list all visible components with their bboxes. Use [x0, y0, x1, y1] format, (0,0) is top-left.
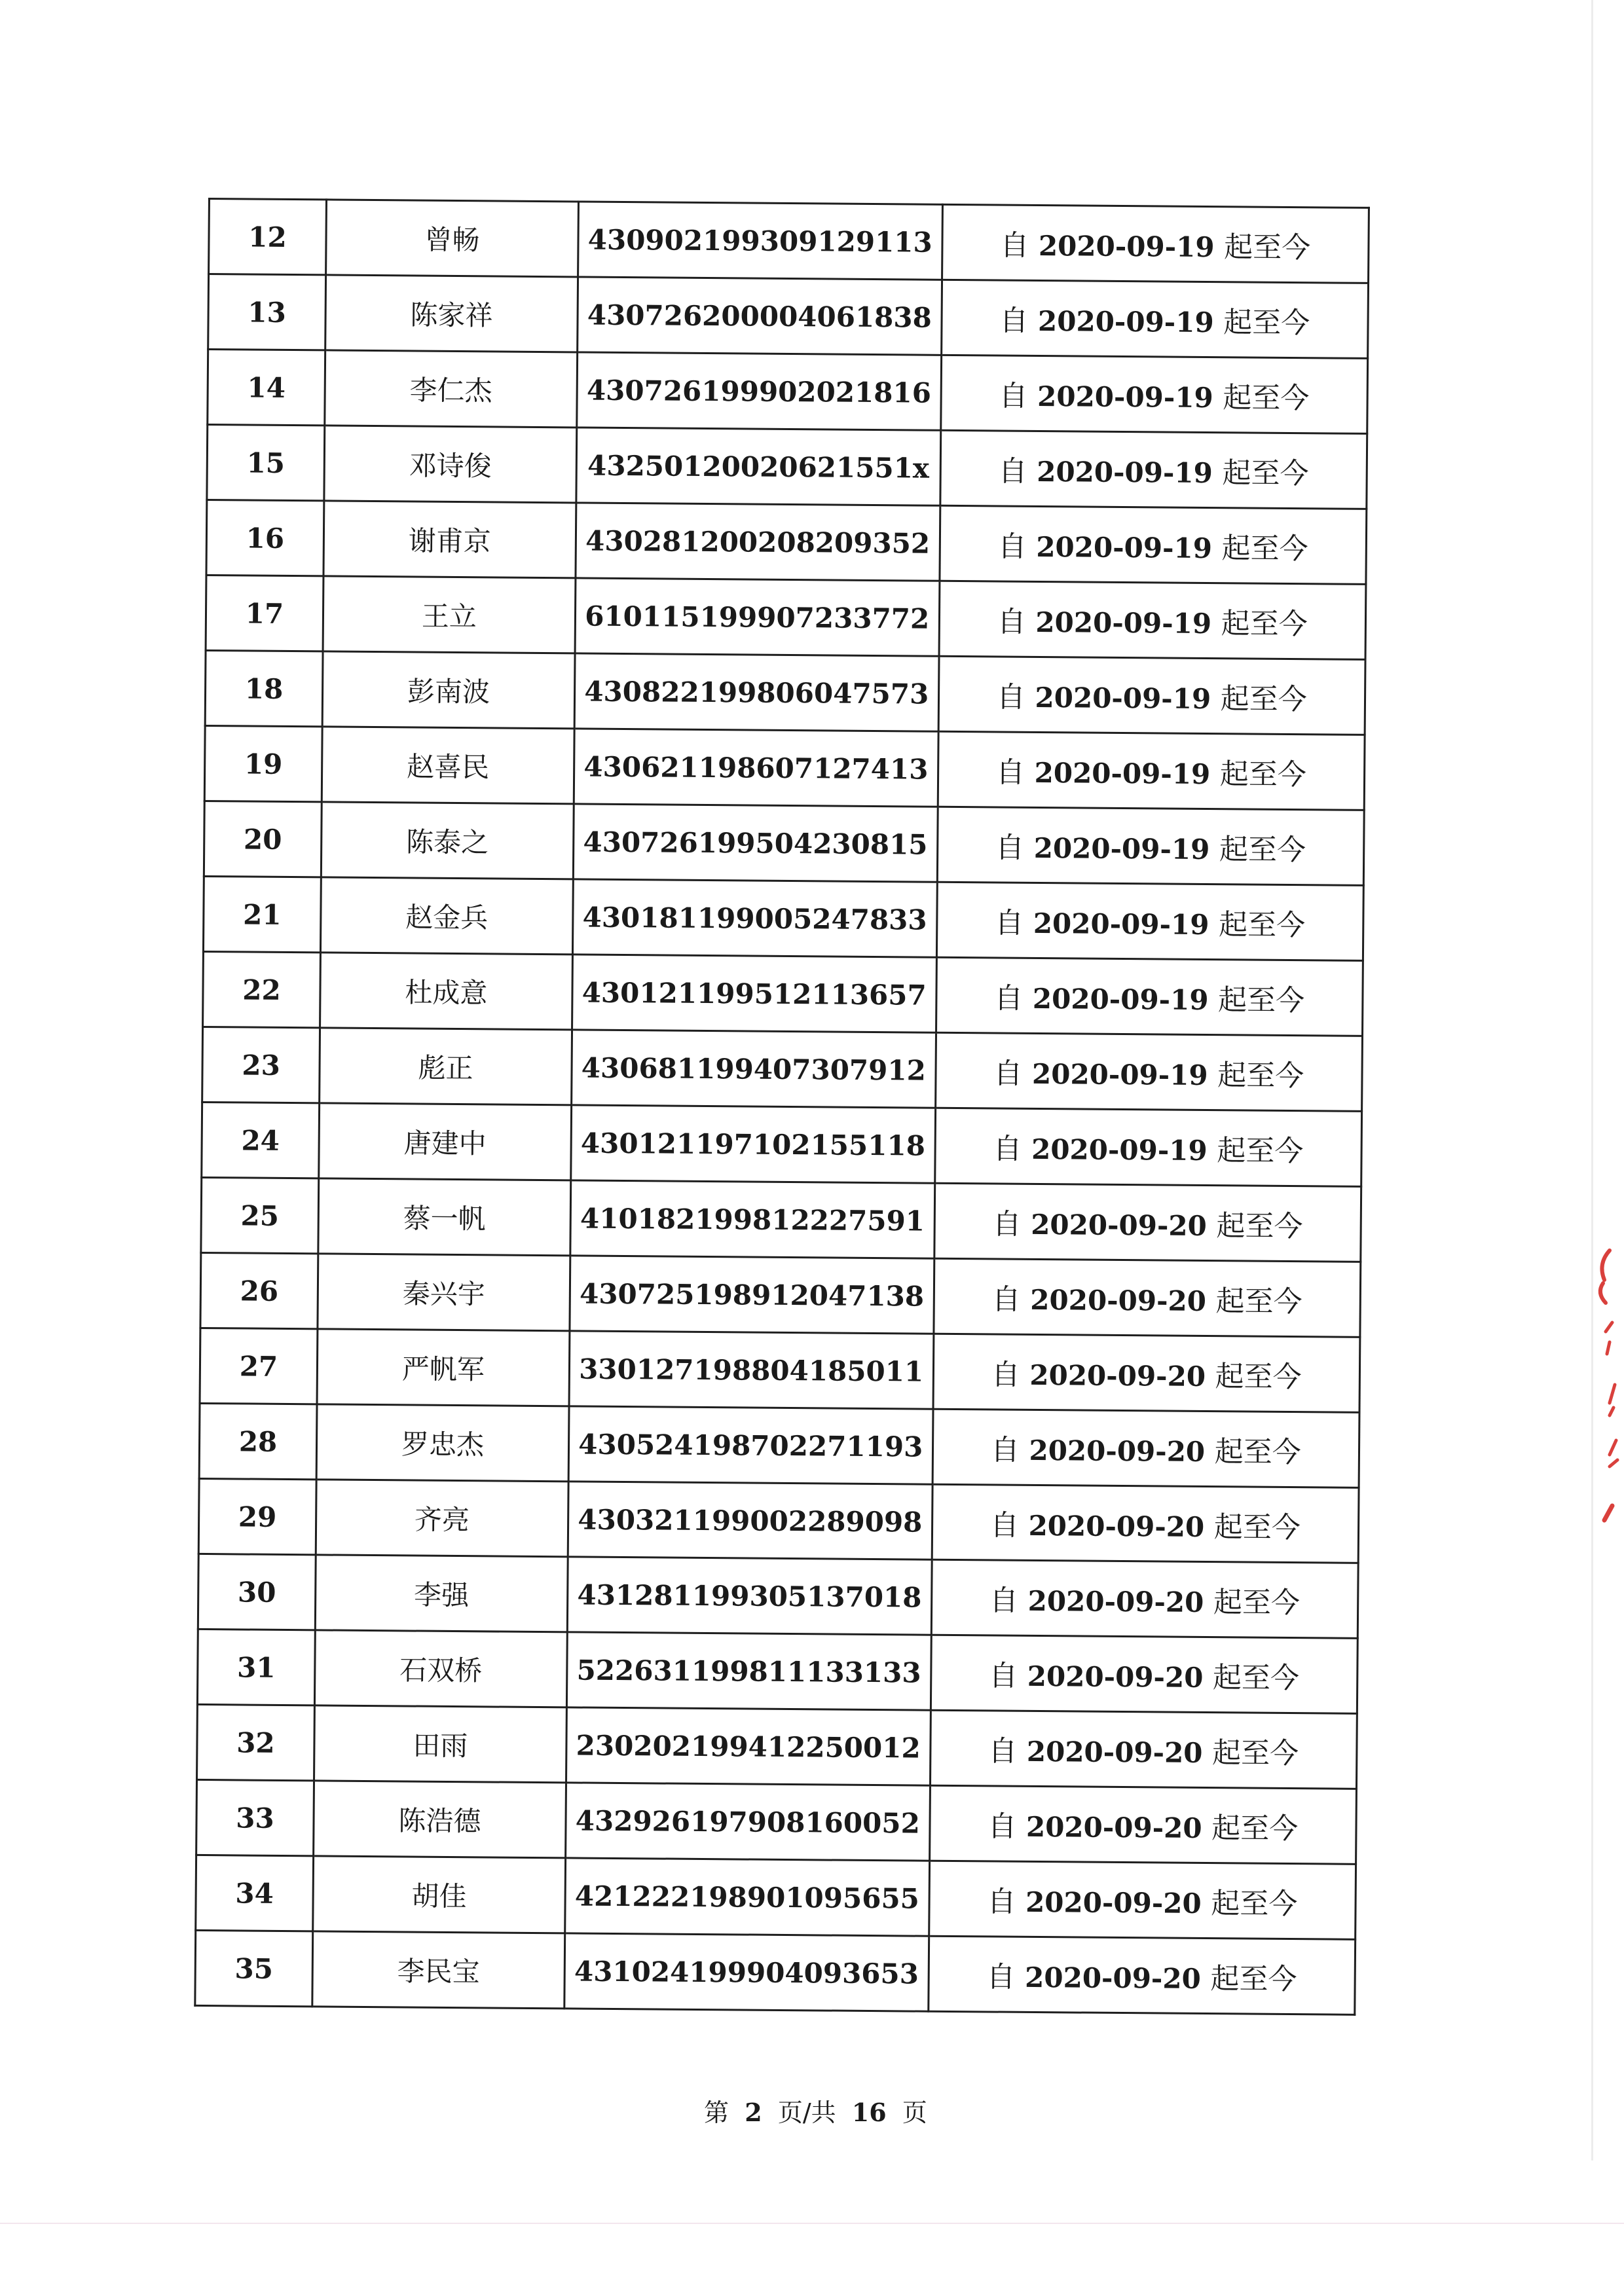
row-id-number: 430725198912047138 [570, 1256, 934, 1334]
period-start-date: 2020-09-20 [1028, 1509, 1205, 1544]
row-number: 33 [196, 1779, 314, 1855]
row-number: 28 [199, 1403, 317, 1479]
period-suffix: 起至今 [1217, 983, 1305, 1018]
row-name: 田雨 [314, 1705, 566, 1783]
row-number: 34 [196, 1855, 314, 1931]
row-name: 邓诗俊 [324, 426, 577, 503]
period-start-date: 2020-09-19 [1035, 681, 1211, 716]
row-number: 14 [208, 350, 325, 426]
row-number: 17 [206, 575, 323, 651]
row-period [928, 1936, 1355, 2014]
period-start-date: 2020-09-20 [1029, 1434, 1206, 1468]
table-row [208, 350, 1368, 434]
row-id-number: 43250120020621551x [576, 428, 941, 505]
row-id-number: 432926197908160052 [565, 1783, 930, 1861]
table-row [195, 1930, 1356, 2014]
period-suffix: 起至今 [1222, 456, 1309, 491]
period-suffix: 起至今 [1217, 1059, 1304, 1093]
row-period [931, 1635, 1357, 1713]
row-number: 23 [202, 1027, 320, 1102]
period-prefix: 自 [990, 1433, 1020, 1467]
table-row [201, 1177, 1361, 1262]
row-period [936, 882, 1363, 960]
period-prefix: 自 [995, 831, 1025, 865]
row-period [932, 1409, 1359, 1487]
row-period [933, 1334, 1360, 1412]
table-row [198, 1478, 1359, 1563]
row-name: 赵金兵 [320, 877, 573, 955]
row-id-number: 430681199407307912 [571, 1030, 936, 1108]
period-prefix: 自 [987, 1810, 1017, 1844]
row-period [938, 656, 1365, 735]
row-number: 22 [203, 951, 321, 1027]
period-start-date: 2020-09-19 [1038, 229, 1215, 264]
row-id-number: 522631199811133133 [566, 1632, 931, 1710]
footer-mid: 页/共 [777, 2098, 836, 2127]
period-suffix: 起至今 [1213, 1586, 1301, 1620]
period-suffix: 起至今 [1210, 1962, 1297, 1997]
row-id-number: 610115199907233772 [575, 578, 940, 656]
period-start-date: 2020-09-20 [1024, 1961, 1201, 1995]
period-prefix: 自 [993, 1132, 1022, 1166]
period-start-date: 2020-09-19 [1033, 907, 1209, 941]
row-number: 15 [207, 425, 325, 501]
row-number: 18 [205, 650, 323, 726]
period-prefix: 自 [987, 1885, 1016, 1919]
period-prefix: 自 [991, 1283, 1021, 1317]
table-row [200, 1328, 1360, 1412]
period-suffix: 起至今 [1211, 1887, 1298, 1922]
period-prefix: 自 [993, 1057, 1023, 1091]
row-id-number: 430121199512113657 [572, 955, 936, 1032]
period-suffix: 起至今 [1221, 607, 1308, 642]
period-start-date: 2020-09-19 [1031, 1133, 1208, 1167]
table-row [196, 1855, 1356, 1939]
period-suffix: 起至今 [1220, 682, 1307, 717]
row-period [929, 1861, 1356, 1939]
row-id-number: 430726199504230815 [573, 804, 938, 882]
row-id-number: 430524198702271193 [568, 1406, 933, 1484]
row-name: 齐亮 [316, 1480, 568, 1557]
period-prefix: 自 [999, 304, 1029, 338]
period-start-date: 2020-09-20 [1030, 1283, 1207, 1318]
row-name: 杜成意 [320, 953, 572, 1030]
period-start-date: 2020-09-20 [1027, 1584, 1204, 1619]
red-seal-fragment [1583, 1244, 1623, 1525]
row-id-number: 430121197102155118 [571, 1105, 936, 1183]
period-prefix: 自 [999, 379, 1028, 413]
row-period [929, 1785, 1356, 1864]
row-name: 曾畅 [326, 200, 579, 277]
row-period [934, 1183, 1361, 1262]
period-start-date: 2020-09-20 [1025, 1810, 1202, 1844]
row-name: 胡佳 [313, 1856, 566, 1933]
row-name: 蔡一帆 [318, 1178, 571, 1256]
table-row [207, 425, 1367, 509]
row-name: 李强 [315, 1555, 568, 1632]
period-prefix: 自 [997, 530, 1027, 564]
period-prefix: 自 [995, 756, 1025, 790]
row-period [930, 1710, 1357, 1789]
row-id-number: 430621198607127413 [574, 729, 938, 807]
table-row [209, 199, 1369, 283]
row-name: 秦兴宇 [318, 1254, 570, 1331]
period-suffix: 起至今 [1223, 381, 1310, 416]
row-period [938, 731, 1365, 810]
row-number: 26 [200, 1252, 318, 1328]
row-id-number: 431024199904093653 [564, 1933, 929, 2011]
period-prefix: 自 [997, 605, 1026, 639]
row-name: 王立 [323, 576, 576, 653]
row-id-number: 430726200004061838 [578, 277, 942, 355]
row-period [939, 581, 1366, 659]
row-number: 31 [197, 1629, 315, 1705]
row-period [937, 807, 1364, 885]
period-suffix: 起至今 [1213, 1510, 1301, 1545]
period-suffix: 起至今 [1215, 1285, 1302, 1319]
row-period [940, 355, 1367, 433]
row-id-number: 431281199305137018 [567, 1557, 932, 1635]
period-suffix: 起至今 [1219, 833, 1306, 867]
period-prefix: 自 [989, 1508, 1020, 1542]
period-start-date: 2020-09-19 [1036, 530, 1213, 565]
table-row [198, 1554, 1358, 1638]
period-start-date: 2020-09-19 [1037, 304, 1214, 339]
period-start-date: 2020-09-19 [1031, 1057, 1208, 1092]
row-period [931, 1559, 1358, 1638]
table-row [200, 1252, 1361, 1337]
table-row [204, 801, 1364, 885]
period-prefix: 自 [988, 1734, 1018, 1768]
table-row [197, 1629, 1357, 1713]
row-number: 29 [198, 1478, 316, 1554]
period-suffix: 起至今 [1212, 1661, 1300, 1696]
row-name: 陈家祥 [325, 275, 578, 352]
row-period [940, 430, 1367, 509]
row-name: 陈泰之 [321, 802, 574, 879]
row-number: 35 [195, 1930, 313, 2006]
row-name: 陈浩德 [314, 1781, 566, 1858]
row-name: 罗忠杰 [316, 1404, 569, 1482]
period-prefix: 自 [988, 1659, 1018, 1693]
period-prefix: 自 [992, 1207, 1022, 1241]
row-id-number: 430726199902021816 [577, 352, 942, 430]
period-suffix: 起至今 [1218, 908, 1306, 943]
row-number: 19 [204, 725, 322, 801]
period-start-date: 2020-09-20 [1025, 1886, 1202, 1920]
row-number: 12 [209, 199, 327, 275]
row-id-number: 430321199002289098 [568, 1482, 932, 1559]
row-number: 27 [200, 1328, 318, 1404]
row-name: 彪正 [320, 1028, 572, 1105]
table-row [203, 951, 1363, 1036]
row-id-number: 421222198901095655 [565, 1858, 930, 1936]
row-number: 32 [197, 1704, 315, 1780]
row-period [932, 1484, 1359, 1563]
period-suffix: 起至今 [1224, 230, 1311, 265]
row-number: 16 [206, 500, 324, 575]
row-number: 24 [202, 1102, 320, 1178]
table-row [202, 1027, 1363, 1111]
row-name: 李仁杰 [325, 350, 578, 428]
period-suffix: 起至今 [1211, 1736, 1299, 1771]
row-period [940, 505, 1367, 584]
row-name: 严帆军 [317, 1329, 570, 1406]
scan-edge-right [1591, 0, 1593, 2160]
period-suffix: 起至今 [1223, 306, 1310, 340]
table-row [206, 575, 1366, 659]
row-period [934, 1258, 1361, 1337]
period-suffix: 起至今 [1214, 1435, 1301, 1470]
period-start-date: 2020-09-19 [1032, 982, 1209, 1017]
period-start-date: 2020-09-19 [1033, 831, 1210, 866]
period-start-date: 2020-09-20 [1026, 1735, 1203, 1769]
footer-prefix: 第 [704, 2098, 729, 2127]
row-name: 谢甫京 [323, 501, 576, 578]
period-suffix: 起至今 [1217, 1134, 1304, 1169]
period-prefix: 自 [989, 1584, 1019, 1618]
row-number: 20 [204, 801, 322, 877]
period-start-date: 2020-09-19 [1037, 455, 1213, 490]
row-period [941, 280, 1368, 358]
footer-suffix: 页 [902, 2098, 927, 2127]
table-row [196, 1779, 1357, 1864]
row-name: 唐建中 [319, 1103, 572, 1180]
row-period [942, 204, 1369, 283]
table-row [204, 725, 1365, 810]
row-period [936, 957, 1363, 1036]
table-row [202, 1102, 1362, 1186]
period-start-date: 2020-09-20 [1027, 1660, 1204, 1694]
scan-edge-bottom [0, 2223, 1624, 2224]
period-suffix: 起至今 [1219, 757, 1307, 792]
row-id-number: 330127198804185011 [569, 1331, 934, 1409]
period-start-date: 2020-09-19 [1037, 380, 1213, 414]
table-row [205, 650, 1365, 735]
footer-page-number: 2 [745, 2098, 762, 2127]
period-prefix: 自 [1000, 228, 1029, 263]
row-name: 彭南波 [322, 651, 575, 729]
row-id-number: 430902199309129113 [578, 202, 942, 280]
period-start-date: 2020-09-20 [1029, 1358, 1206, 1393]
row-period [934, 1108, 1361, 1186]
table-row [208, 274, 1369, 359]
row-name: 赵喜民 [322, 727, 574, 804]
period-suffix: 起至今 [1215, 1360, 1302, 1394]
period-start-date: 2020-09-19 [1035, 606, 1212, 640]
row-number: 25 [201, 1177, 319, 1253]
period-start-date: 2020-09-20 [1030, 1208, 1208, 1243]
period-suffix: 起至今 [1216, 1209, 1303, 1244]
row-id-number: 410182199812227591 [570, 1180, 935, 1258]
table-row [197, 1704, 1357, 1789]
row-name: 石双桥 [314, 1630, 567, 1707]
period-prefix: 自 [994, 906, 1024, 940]
roster-table-body [195, 199, 1369, 2015]
row-id-number: 430281200208209352 [576, 503, 940, 581]
row-name: 李民宝 [312, 1931, 565, 2009]
period-prefix: 自 [986, 1960, 1016, 1994]
table-row [199, 1403, 1359, 1487]
row-id-number: 430181199005247833 [572, 879, 937, 957]
row-number: 13 [208, 274, 326, 350]
period-prefix: 自 [998, 454, 1027, 488]
row-id-number: 230202199412250012 [566, 1707, 931, 1785]
period-prefix: 自 [996, 680, 1026, 714]
period-start-date: 2020-09-19 [1034, 756, 1211, 791]
page-footer [704, 2092, 927, 2128]
period-prefix: 自 [994, 981, 1024, 1015]
period-prefix: 自 [991, 1358, 1020, 1392]
row-number: 30 [198, 1554, 316, 1630]
row-period [935, 1032, 1362, 1111]
roster-table [194, 198, 1370, 2016]
period-suffix: 起至今 [1211, 1812, 1299, 1846]
footer-page-total: 16 [851, 2098, 887, 2127]
row-number: 21 [203, 876, 321, 952]
period-suffix: 起至今 [1221, 532, 1308, 566]
table-row [206, 500, 1367, 584]
table-row [203, 876, 1363, 960]
row-id-number: 430822199806047573 [574, 653, 939, 731]
